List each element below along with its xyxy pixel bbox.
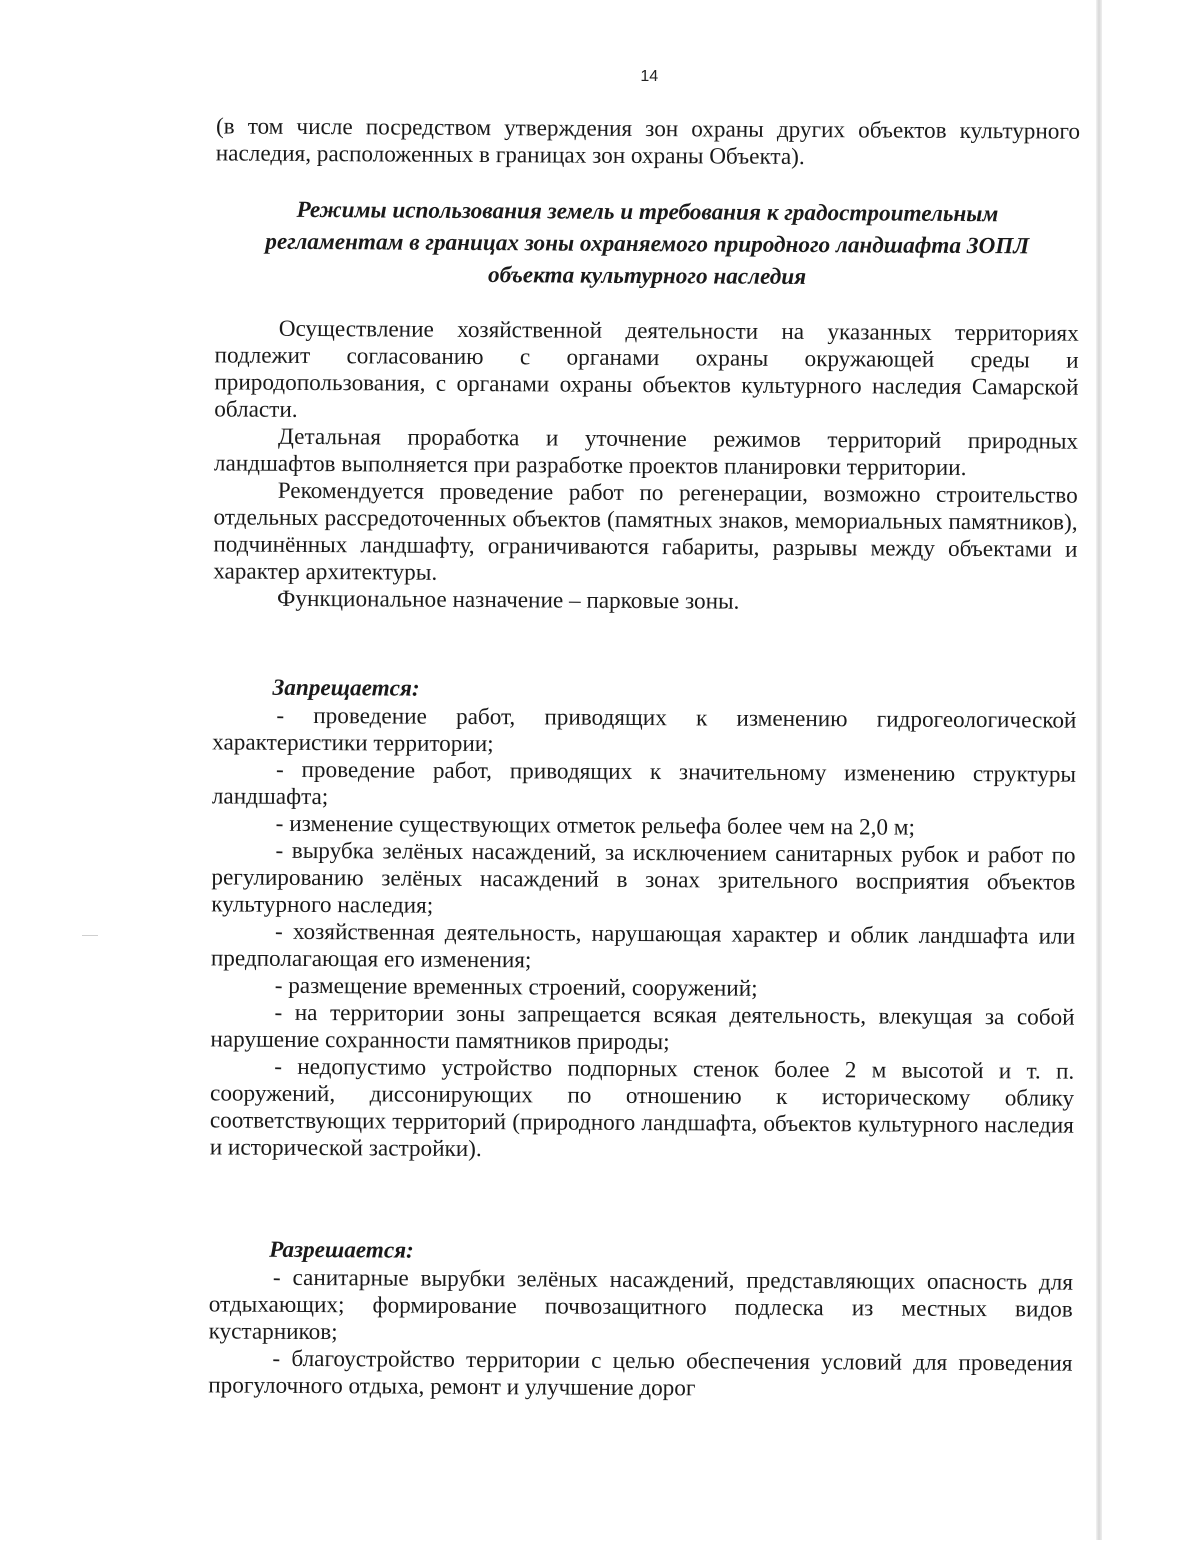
prohibited-list [210,702,1077,1166]
body-paragraph: Детальная проработка и уточнение режимов территорий природных ландшафтов выполняется при разработке проектов планировки территории. [213,423,1079,481]
list-item: - проведение работ, приводящих к изменению гидрогеологической характеристики территории; [212,702,1077,758]
page-number: 14 [640,67,659,86]
list-item: - хозяйственная деятельность, нарушающая характер и облик ландшафта или предполагающая его изменения; [210,918,1076,974]
list-item: - проведение работ, приводящих к значительному изменению структуры ландшафта; [211,756,1077,811]
list-item: - вырубка зелёных насаждений, за исключением санитарных рубок и работ по регулированию зелёных насаждений в зонах зрительного восприятия объектов культурного наследия; [211,837,1076,919]
list-item: - на территории зоны запрещается всякая деятельность, влекущая за собой нарушение сохранности памятников природы; [210,999,1075,1056]
list-item: - изменение существующих отметок рельефа более чем на 2,0 м; [275,810,916,841]
intro-block [216,113,1080,172]
list-item: - благоустройство территории с целью обеспечения условий для проведения прогулочного отдыха, ремонт и улучшение дорог [208,1345,1073,1402]
intro-paragraph: (в том числе посредством утверждения зон охраны других объектов культурного наследия, расположенных в границах зон охраны Объекта). [215,113,1081,170]
body-paragraph: Осуществление хозяйственной деятельности на указанных территориях подлежит согласованию с органами охраны окружающей среды и природопользования, с органами охраны объектов культурного наследия Самарской области. [214,315,1079,423]
prohibited-title: Запрещается: [272,674,420,702]
list-item: - санитарные вырубки зелёных насаждений, представляющих опасность для отдыхающих; формирование почвозащитного подлеска из местных видов кустарников; [208,1264,1074,1346]
list-item: - недопустимо устройство подпорных стенок более 2 м высотой и т. п. сооружений, диссонирующих по отношению к историческому облику соответствующих территорий (природного ландшафта, объектов культурного наследия и исторической застройки). [209,1053,1075,1163]
section-heading-line-3: объекта культурного наследия [487,262,807,291]
scan-edge-shadow [1096,0,1102,1540]
section-heading-line-1: Режимы использования земель и требования к градостроительным [296,196,999,228]
allowed-title: Разрешается: [269,1236,414,1264]
scan-mark [82,935,98,936]
body-paragraph: Рекомендуется проведение работ по регенерации, возможно строительство отдельных рассредоточенных объектов (памятных знаков, мемориальных памятников), подчинённых ландшафту, ограничиваются габариты, разрывы между объектами и характер архитектуры. [213,477,1078,586]
allowed-list [208,1264,1073,1404]
body-block [213,315,1079,617]
section-heading-line-2: регламентам в границах зоны охраняемого природного ландшафта ЗОПЛ [265,228,1030,260]
body-paragraph: Функциональное назначение – парковые зоны. [277,585,740,615]
section-heading [215,193,1080,294]
list-item: - размещение временных строений, сооружений; [274,972,758,1002]
